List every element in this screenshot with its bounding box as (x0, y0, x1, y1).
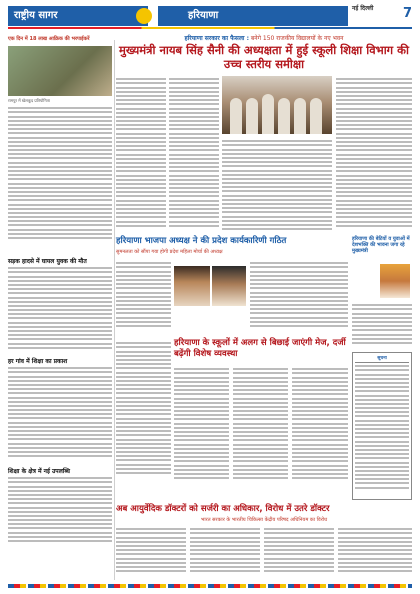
notice-box (352, 352, 412, 500)
newspaper-logo-icon (136, 8, 152, 24)
second-story-col-1 (116, 260, 171, 338)
fourth-story-headline: अब आयुर्वेदिक डॉक्टरों को सर्जरी का अधिकार, विरोध में उतरे डॉक्टर (116, 504, 330, 514)
second-story-headline: हरियाणा भाजपा अध्यक्ष ने की प्रदेश कार्यकारिणी गठित (116, 236, 287, 246)
left-article-body-3 (8, 365, 112, 465)
left-article-body-2 (8, 265, 112, 355)
right-story-headline: हरियाणा की बेटियों व युवाओं में देशभक्ति की भावना जगा रहे मुख्यमंत्री (352, 236, 410, 254)
third-story-col-2 (233, 366, 288, 500)
edition-city: नई दिल्ली (352, 5, 374, 12)
third-story-col-3 (292, 366, 348, 500)
notice-title: सूचना (355, 355, 409, 363)
kicker-text: बनेगे 150 राजकीय विद्यालयों के नए भवन (248, 35, 344, 42)
left-photo-caption: रामपुर में खेलकूद प्रतियोगिता (8, 98, 50, 103)
fourth-story-col-2 (190, 526, 260, 578)
color-strip (8, 27, 412, 29)
main-kicker (116, 34, 412, 42)
main-article-col-3 (222, 138, 332, 234)
kicker-prefix: हरियाणा सरकार का फैसला : (184, 35, 249, 42)
third-story-col-1 (174, 366, 229, 500)
second-story-col-2 (250, 260, 348, 336)
left-article-body (8, 105, 112, 255)
left-column (8, 34, 112, 580)
left-article-body-4 (8, 475, 112, 555)
main-article-col-2 (169, 76, 219, 234)
main-article-col-4 (336, 76, 412, 234)
third-story-col-left (116, 340, 171, 500)
third-story-headline: हरियाणा के स्कूलों में अलग से बिछाई जाएंगी मेज, दर्जी बढ़ेंगी विशेष व्यवस्था (174, 338, 346, 359)
main-story-photo (222, 76, 332, 134)
left-subhead-2: हर गांव में शिक्षा का प्रकाश (8, 358, 68, 365)
main-headline: मुख्यमंत्री नायब सिंह सैनी की अध्यक्षता में हुई स्कूली शिक्षा विभाग की उच्च स्तरीय समीक्षा (119, 43, 409, 71)
left-subhead-1: सड़क हादसे में घायल युवक की मौत (8, 258, 87, 265)
second-story-photo-1 (174, 266, 210, 306)
second-story-photo-2 (212, 266, 246, 306)
main-area (116, 34, 412, 580)
left-column-header: एक दिन में 18 लाख आक्रिक की भरपाईकरें (8, 36, 90, 42)
column-divider (114, 40, 115, 580)
fourth-story-col-3 (264, 526, 334, 578)
fourth-story-col-4 (338, 526, 412, 578)
fourth-story-subhead: भारत सरकार के भारतीय चिकित्सा केंद्रीय परिषद अधिनियम का विरोध (200, 517, 328, 523)
page-number: 7 (402, 6, 412, 21)
newspaper-name: राष्ट्रीय सागर (8, 6, 148, 26)
right-story-photo (380, 264, 410, 298)
left-news-photo (8, 46, 112, 96)
notice-body (355, 363, 409, 499)
left-subhead-3: शिक्षा के क्षेत्र में नई उपलब्धि (8, 468, 70, 475)
footer-color-strip (8, 584, 412, 588)
section-title: हरियाणा (158, 6, 348, 26)
fourth-story-col-1 (116, 526, 186, 578)
second-story-subhead: सुमनलता को सौंपा गया होगी प्रदेश महिला मोर्चा की अध्यक्ष (116, 249, 223, 255)
main-article-col-1 (116, 76, 166, 234)
right-story-body (352, 302, 412, 350)
